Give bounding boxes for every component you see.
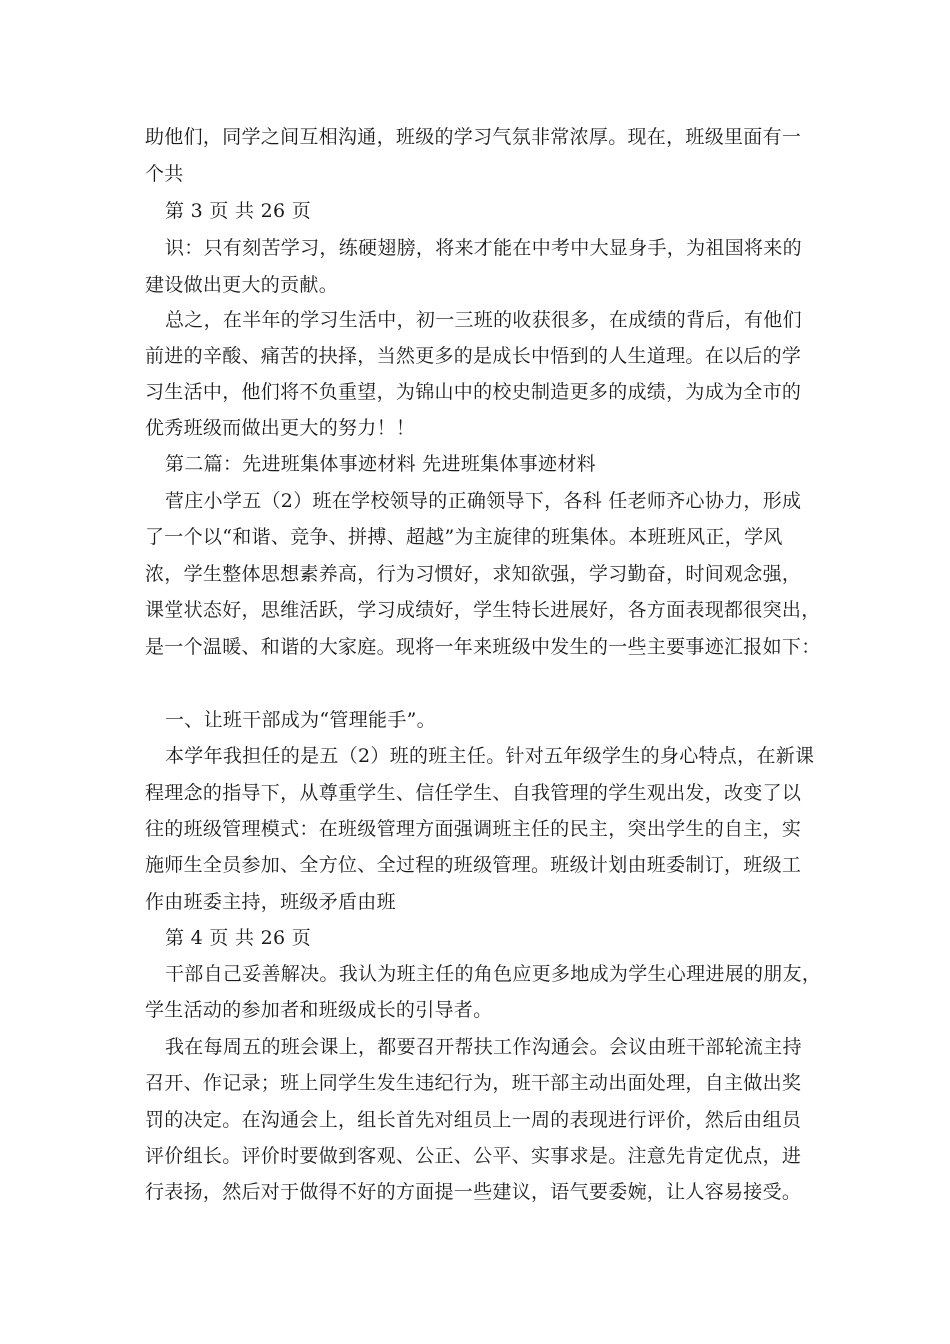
text-line: 前进的辛酸、痛苦的抉择，当然更多的是成长中悟到的人生道理。在以后的学 [145, 345, 802, 367]
text-line: 识：只有刻苦学习，练硬翅膀，将来才能在中考中大显身手，为祖国将来的 [165, 237, 802, 259]
text-line: 施师生全员参加、全方位、全过程的班级管理。班级计划由班委制订，班级工 [145, 854, 802, 876]
text-line: 了一个以“和谐、竞争、拼搏、超越”为主旋律的班集体。本班班风正，学风 [145, 526, 783, 548]
text-line: 行表扬，然后对于做得不好的方面提一些建议，语气要委婉，让人容易接受。 [145, 1181, 802, 1203]
text-line: 个共 [145, 163, 184, 185]
text-line: 程理念的指导下，从尊重学生、信任学生、自我管理的学生观出发，改变了以 [145, 782, 802, 804]
section-heading: 第二篇：先进班集体事迹材料 先进班集体事迹材料 [165, 453, 596, 475]
text-line: 召开、作记录；班上同学生发生违纪行为，班干部主动出面处理，自主做出奖 [145, 1072, 802, 1094]
text-line: 浓，学生整体思想素养高，行为习惯好，求知欲强，学习勤奋，时间观念强， [145, 563, 802, 585]
text-line: 本学年我担任的是五（2）班的班主任。针对五年级学生的身心特点，在新课 [165, 745, 815, 767]
text-line: 课堂状态好，思维活跃，学习成绩好，学生特长进展好，各方面表现都很突出， [145, 599, 821, 621]
text-line: 助他们，同学之间互相沟通，班级的学习气氛非常浓厚。现在，班级里面有一 [145, 126, 802, 148]
text-line: 习生活中，他们将不负重望，为锦山中的校史制造更多的成绩，为成为全市的 [145, 381, 802, 403]
text-line: 我在每周五的班会课上，都要召开帮扶工作沟通会。会议由班干部轮流主持 [165, 1036, 802, 1058]
page-number: 第 4 页 共 26 页 [165, 927, 312, 949]
text-line: 学生活动的参加者和班级成长的引导者。 [145, 999, 493, 1021]
subsection-heading: 一、让班干部成为“管理能手”。 [165, 709, 436, 731]
text-line: 是一个温暖、和谐的大家庭。现将一年来班级中发生的一些主要事迹汇报如下： [145, 636, 821, 658]
page-number: 第 3 页 共 26 页 [165, 200, 312, 222]
text-line: 建设做出更大的贡献。 [145, 274, 339, 296]
text-line: 作由班委主持，班级矛盾由班 [145, 891, 396, 913]
text-line: 罚的决定。在沟通会上，组长首先对组员上一周的表现进行评价，然后由组员 [145, 1109, 802, 1131]
text-line: 评价组长。评价时要做到客观、公正、公平、实事求是。注意先肯定优点，进 [145, 1145, 802, 1167]
text-line: 优秀班级而做出更大的努力！！ [145, 417, 416, 439]
text-line: 往的班级管理模式：在班级管理方面强调班主任的民主，突出学生的自主，实 [145, 818, 802, 840]
text-line: 干部自己妥善解决。我认为班主任的角色应更多地成为学生心理进展的朋友， [165, 963, 822, 985]
text-line: 菅庄小学五（2）班在学校领导的正确领导下，各科 任老师齐心协力，形成 [165, 490, 802, 512]
text-line: 总之，在半年的学习生活中，初一三班的收获很多，在成绩的背后，有他们 [165, 309, 802, 331]
